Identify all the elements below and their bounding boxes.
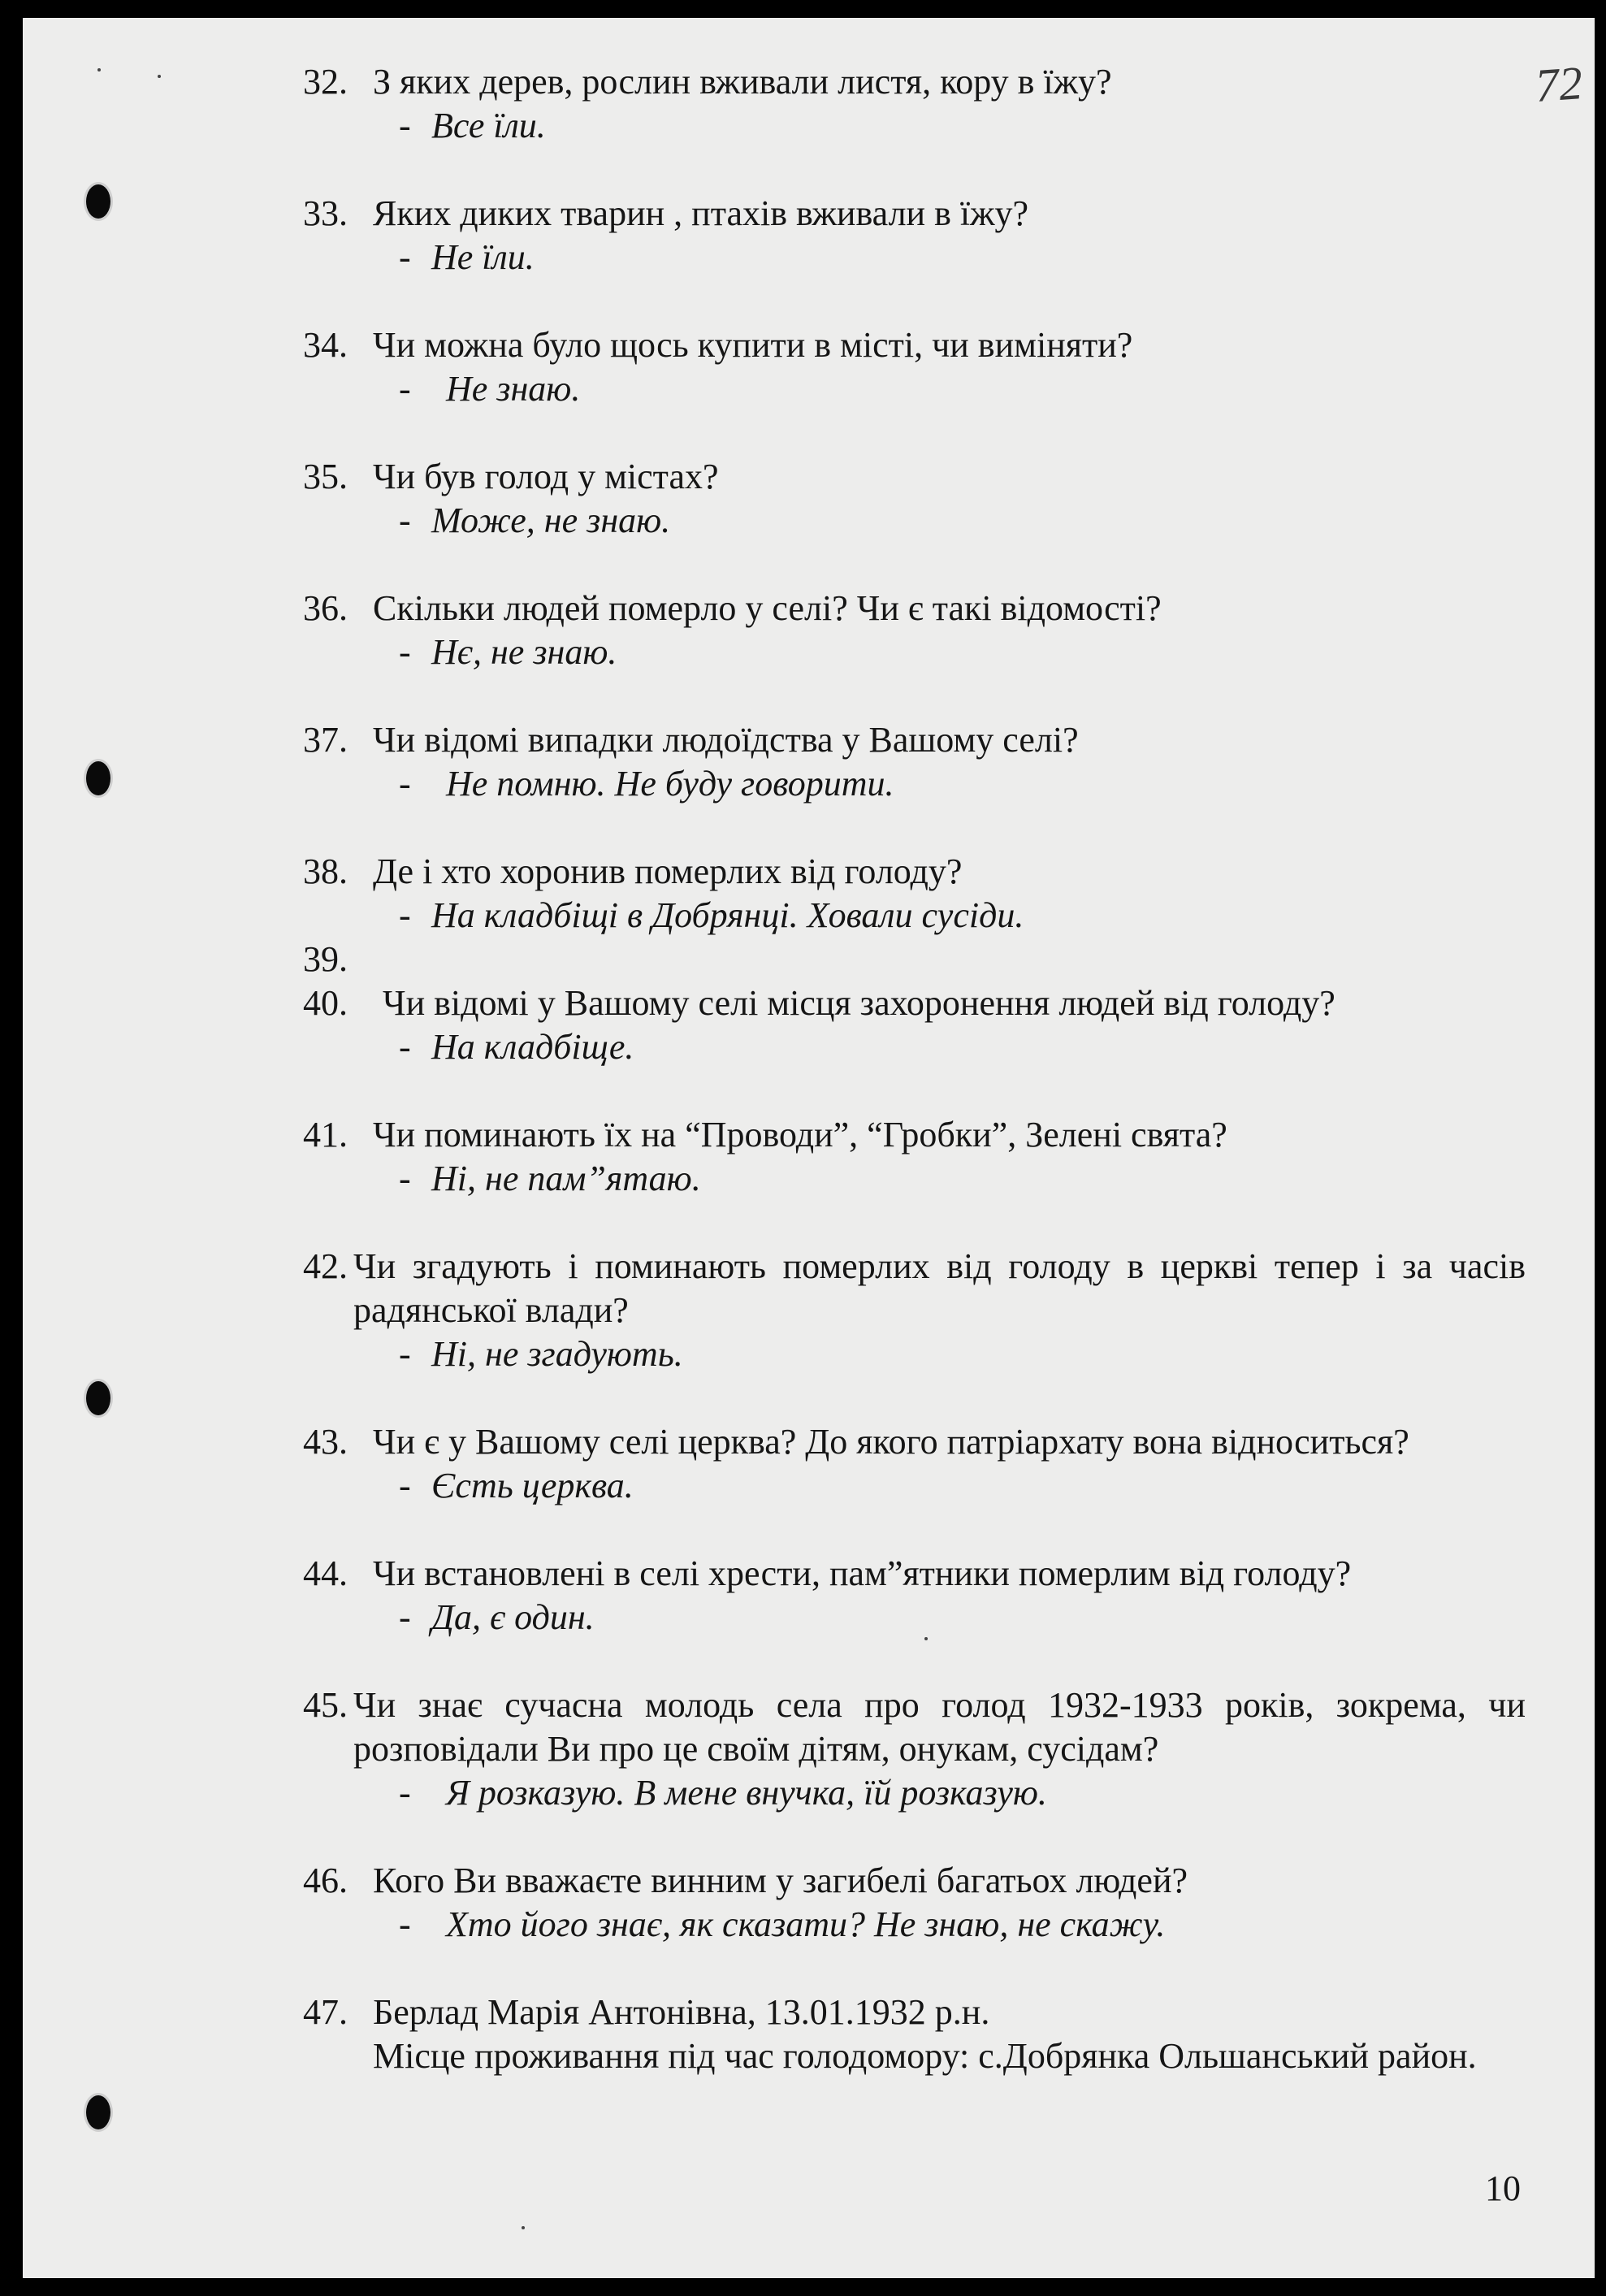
question-text: Чи згадують і поминають померлих від голоду в церкві тепер і за часів радянської влади? bbox=[353, 1246, 1526, 1330]
answer-dash: - bbox=[399, 632, 411, 672]
question-33 bbox=[303, 192, 1526, 279]
question-number: 40. bbox=[303, 983, 348, 1023]
answer-text: Ні, не згадують. bbox=[431, 1334, 683, 1374]
question-number: 39. bbox=[303, 939, 348, 979]
question-42 bbox=[303, 1245, 1526, 1376]
answer-text: Не їли. bbox=[431, 237, 535, 277]
question-number: 43. bbox=[303, 1422, 348, 1462]
question-34 bbox=[303, 323, 1526, 411]
question-text: Чи встановлені в селі хрести, пам”ятники померлим від голоду? bbox=[373, 1553, 1352, 1593]
respondent-info bbox=[303, 1991, 1526, 2078]
question-text: Чи є у Вашому селі церква? До якого патріархату вона відноситься? bbox=[373, 1422, 1409, 1462]
question-37 bbox=[303, 718, 1526, 806]
question-46 bbox=[303, 1859, 1526, 1947]
question-number: 33. bbox=[303, 193, 348, 233]
scan-speck bbox=[522, 2226, 525, 2229]
answer-dash: - bbox=[399, 500, 411, 540]
answer-text: Я розказую. В мене внучка, їй розказую. bbox=[446, 1773, 1047, 1813]
answer-dash: - bbox=[399, 237, 411, 277]
question-39 bbox=[303, 938, 1526, 981]
punch-hole bbox=[86, 1381, 110, 1415]
answer-text: Хто його знає, як сказати? Не знаю, не скажу. bbox=[446, 1904, 1166, 1944]
question-45 bbox=[303, 1683, 1526, 1815]
answer-dash: - bbox=[399, 1027, 411, 1067]
question-number: 32. bbox=[303, 62, 348, 102]
respondent-residence: Місце проживання під час голодомору: с.Добрянка Ольшанський район. bbox=[373, 2036, 1477, 2076]
question-44 bbox=[303, 1552, 1526, 1640]
punch-hole bbox=[86, 2095, 110, 2129]
answer-text: Не знаю. bbox=[446, 369, 581, 409]
answer-text: Єсть церква. bbox=[431, 1466, 634, 1505]
question-number: 34. bbox=[303, 325, 348, 365]
answer-text: На кладбіще. bbox=[431, 1027, 634, 1067]
answer-dash: - bbox=[399, 1466, 411, 1505]
question-38 bbox=[303, 850, 1526, 938]
answer-dash: - bbox=[399, 369, 411, 409]
question-number: 38. bbox=[303, 851, 348, 891]
question-text: З яких дерев, рослин вживали листя, кору в їжу? bbox=[373, 62, 1112, 102]
question-number: 42. bbox=[303, 1246, 348, 1286]
question-number: 41. bbox=[303, 1115, 348, 1154]
archive-sheet-number: 72 bbox=[1533, 56, 1585, 112]
question-text: Чи був голод у містах? bbox=[373, 457, 719, 496]
answer-dash: - bbox=[399, 764, 411, 804]
answer-text: Да, є один. bbox=[431, 1597, 595, 1637]
question-number: 46. bbox=[303, 1861, 348, 1900]
question-number: 47. bbox=[303, 1992, 348, 2032]
answer-dash: - bbox=[399, 1334, 411, 1374]
question-32 bbox=[303, 60, 1526, 148]
question-40 bbox=[303, 981, 1526, 1069]
respondent-name-birthdate: Берлад Марія Антонівна, 13.01.1932 р.н. bbox=[373, 1992, 990, 2032]
answer-text: Ні, не пам”ятаю. bbox=[431, 1159, 701, 1198]
page-number: 10 bbox=[1485, 2168, 1521, 2208]
answer-dash: - bbox=[399, 1904, 411, 1944]
question-number: 45. bbox=[303, 1685, 348, 1725]
question-35 bbox=[303, 455, 1526, 543]
question-text: Де і хто хоронив померлих від голоду? bbox=[373, 851, 963, 891]
answer-text: Все їли. bbox=[431, 106, 546, 145]
scan-speck bbox=[97, 68, 101, 71]
punch-hole bbox=[86, 184, 110, 219]
scan-speck bbox=[924, 1637, 928, 1640]
answer-text: Не помню. Не буду говорити. bbox=[446, 764, 894, 804]
question-41 bbox=[303, 1113, 1526, 1201]
answer-dash: - bbox=[399, 1773, 411, 1813]
answer-text: Нє, не знаю. bbox=[431, 632, 617, 672]
answer-dash: - bbox=[399, 895, 411, 935]
question-text: Кого Ви вважаєте винним у загибелі багатьох людей? bbox=[373, 1861, 1188, 1900]
scan-speck bbox=[158, 75, 161, 78]
question-number: 35. bbox=[303, 457, 348, 496]
answer-text: На кладбіщі в Добрянці. Ховали сусіди. bbox=[431, 895, 1024, 935]
question-number: 37. bbox=[303, 720, 348, 760]
question-43 bbox=[303, 1420, 1526, 1508]
question-text: Яких диких тварин , птахів вживали в їжу? bbox=[373, 193, 1029, 233]
question-number: 36. bbox=[303, 588, 348, 628]
question-text: Чи знає сучасна молодь села про голод 1932-1933 років, зокрема, чи розповідали Ви про це своїм дітям, онукам, сусідам? bbox=[353, 1685, 1526, 1769]
answer-dash: - bbox=[399, 1597, 411, 1637]
question-text bbox=[373, 938, 1526, 981]
question-text: Чи відомі випадки людоїдства у Вашому селі? bbox=[373, 720, 1079, 760]
document-page bbox=[23, 18, 1595, 2278]
question-text: Чи поминають їх на “Проводи”, “Гробки”, Зелені свята? bbox=[373, 1115, 1227, 1154]
question-36 bbox=[303, 587, 1526, 674]
questionnaire bbox=[303, 60, 1526, 2122]
question-text: Скільки людей померло у селі? Чи є такі відомості? bbox=[373, 588, 1162, 628]
punch-hole bbox=[86, 761, 110, 795]
answer-dash: - bbox=[399, 106, 411, 145]
question-text: Чи відомі у Вашому селі місця захоронення людей від голоду? bbox=[383, 983, 1335, 1023]
question-text: Чи можна було щось купити в місті, чи виміняти? bbox=[373, 325, 1133, 365]
answer-text: Може, не знаю. bbox=[431, 500, 671, 540]
answer-dash: - bbox=[399, 1159, 411, 1198]
question-number: 44. bbox=[303, 1553, 348, 1593]
